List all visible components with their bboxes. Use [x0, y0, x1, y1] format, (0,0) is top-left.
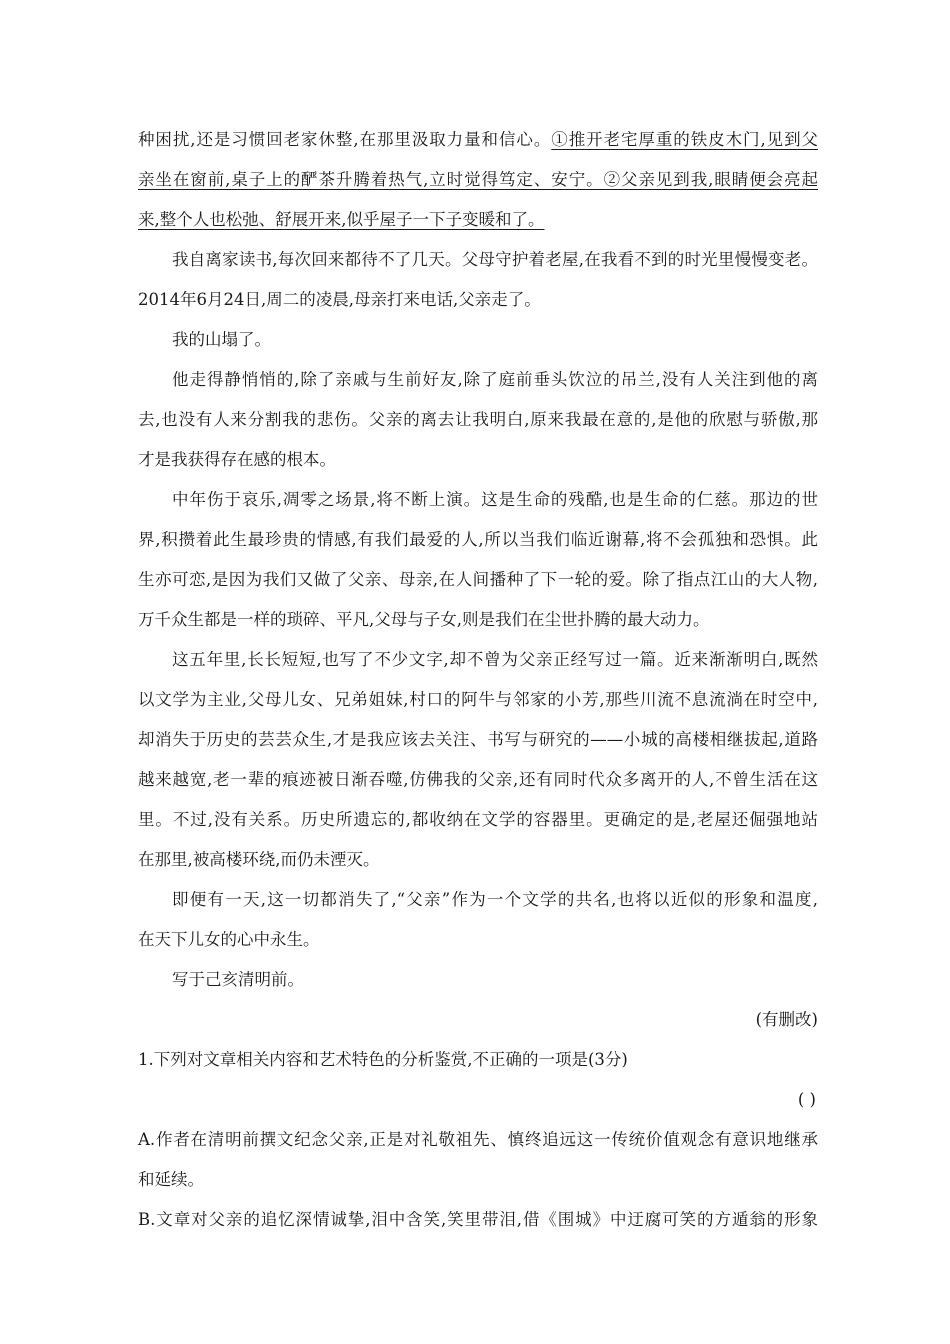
paragraph-line: 这五年里,长长短短,也写了不少文字,却不曾为父亲正经写过一篇。近来渐渐明白,既然	[172, 650, 818, 669]
dateline: 写于己亥清明前。	[172, 970, 304, 989]
paragraph-line: 即便有一天,这一切都消失了,“父亲”作为一个文学的共名,也将以近似的形象和温度,	[172, 890, 818, 909]
paragraph-line	[138, 200, 818, 240]
option-b: B.文章对父亲的追忆深情诚挚,泪中含笑,笑里带泪,借《围城》中迂腐可笑的方遁翁的形象	[138, 1210, 818, 1229]
paragraph-line: 以文学为主业,父母儿女、兄弟姐妹,村口的阿牛与邻家的小芳,那些川流不息流淌在时空中,	[138, 690, 818, 709]
option-a-cont: 和延续。	[138, 1170, 204, 1189]
question-stem: 1.下列对文章相关内容和艺术特色的分析鉴赏,不正确的一项是(3分)	[138, 1050, 628, 1069]
paragraph-line: 界,积攒着此生最珍贵的情感,有我们最爱的人,所以当我们临近谢幕,将不会孤独和恐惧。此	[138, 530, 818, 549]
paragraph-line: 才是我获得存在感的根本。	[138, 450, 336, 469]
paragraph-line: 种困扰,还是习惯回老家休整,在那里汲取力量和信心。①推开老宅厚重的铁皮木门,见到父	[138, 130, 818, 149]
paragraph-line: 却消失于历史的芸芸众生,才是我应该去关注、书写与研究的——小城的高楼相继拔起,道路	[138, 730, 818, 749]
paragraph-line: 他走得静悄悄的,除了亲戚与生前好友,除了庭前垂头饮泣的吊兰,没有人关注到他的离	[172, 370, 818, 389]
edit-note: (有删改)	[755, 1010, 818, 1029]
underlined-sentence-2-cont: 来,整个人也松弛、舒展开来,似乎屋子一下子变暖和了。	[138, 210, 545, 229]
document-page	[138, 120, 818, 1240]
option-a: A.作者在清明前撰文纪念父亲,正是对礼敬祖先、慎终追远这一传统价值观念有意识地继承	[138, 1130, 818, 1149]
paragraph-line: 中年伤于哀乐,凋零之场景,将不断上演。这是生命的残酷,也是生命的仁慈。那边的世	[172, 490, 818, 509]
paragraph-line: 万千众生都是一样的琐碎、平凡,父母与子女,则是我们在尘世扑腾的最大动力。	[138, 610, 710, 629]
underlined-sentence-1: ①推开老宅厚重的铁皮木门,见到父	[551, 130, 818, 149]
answer-bracket[interactable]: ( )	[797, 1090, 816, 1109]
paragraph-line: 生亦可恋,是因为我们又做了父亲、母亲,在人间播种了下一轮的爱。除了指点江山的大人物,	[138, 570, 818, 589]
paragraph-line: 我自离家读书,每次回来都待不了几天。父母守护着老屋,在我看不到的时光里慢慢变老。	[172, 250, 818, 269]
underlined-sentence-2: ②父亲见到我,眼睛便会亮起	[603, 170, 818, 189]
paragraph-line: 我的山塌了。	[172, 330, 271, 349]
paragraph-line: 在天下儿女的心中永生。	[138, 930, 320, 949]
paragraph-line: 在那里,被高楼环绕,而仍未湮灭。	[138, 850, 380, 869]
paragraph-line: 越来越宽,老一辈的痕迹被日渐吞噬,仿佛我的父亲,还有同时代众多离开的人,不曾生活在这	[138, 770, 818, 789]
paragraph-line: 2014年6月24日,周二的凌晨,母亲打来电话,父亲走了。	[138, 290, 541, 309]
paragraph-line	[138, 160, 818, 200]
underlined-sentence-1-cont: 亲坐在窗前,桌子上的酽茶升腾着热气,立时觉得笃定、安宁。	[138, 170, 604, 189]
paragraph-line: 去,也没有人来分割我的悲伤。父亲的离去让我明白,原来我最在意的,是他的欣慰与骄傲,那	[138, 410, 818, 429]
paragraph-line: 里。不过,没有关系。历史所遗忘的,都收纳在文学的容器里。更确定的是,老屋还倔强地站	[138, 810, 818, 829]
